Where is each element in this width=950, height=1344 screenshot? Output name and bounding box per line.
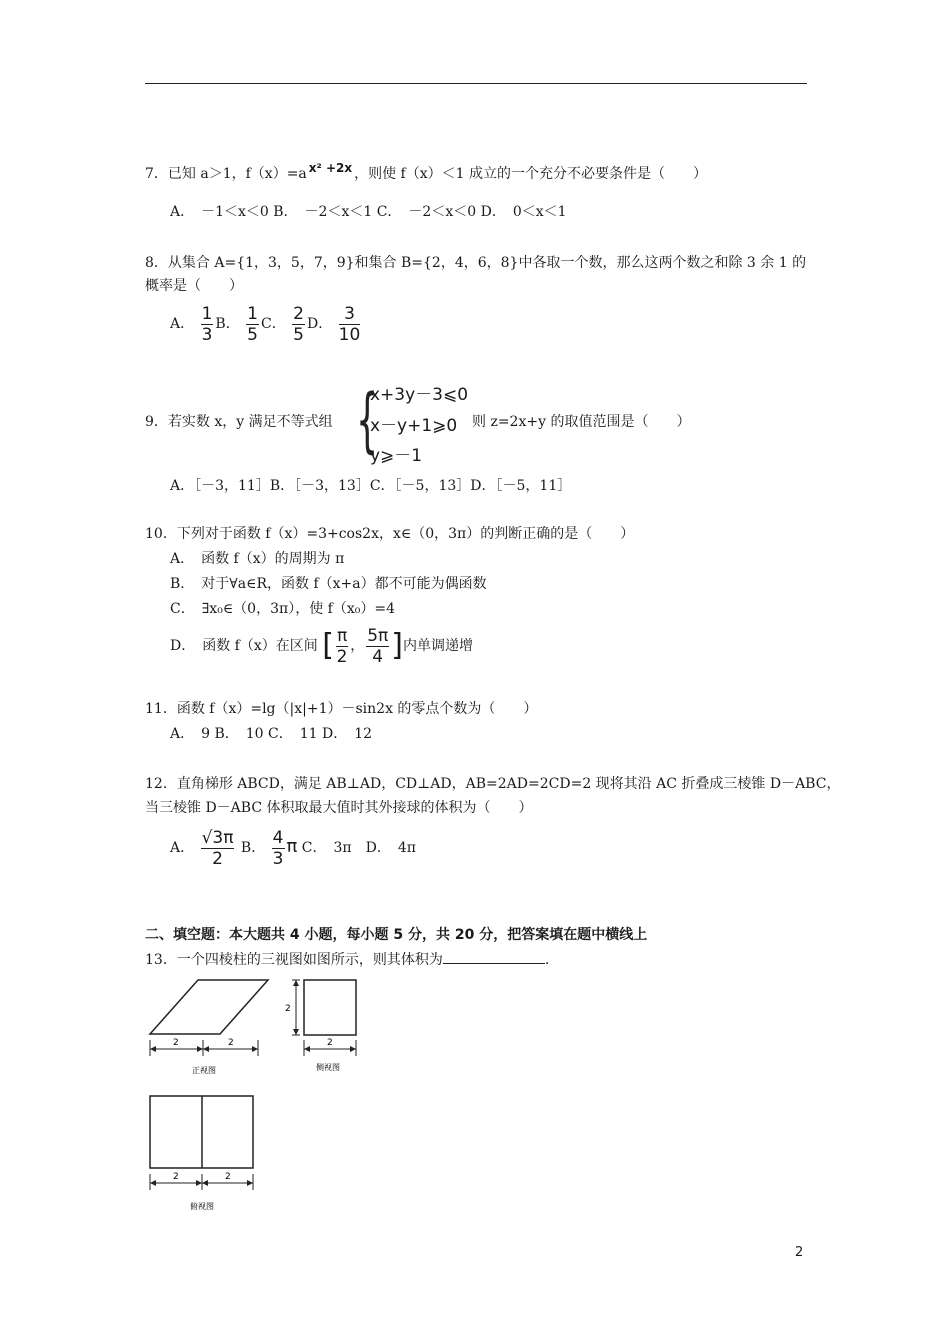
q12-option-b-pi: π (286, 836, 298, 857)
top-dim-right: 2 (225, 1172, 231, 1182)
side-dim-height: 2 (285, 1004, 291, 1014)
q8-option-b-fraction: $\frac{1}{5}$ (247, 303, 258, 345)
q10-d-fraction-1: $\frac{\pi}{2}$ (336, 625, 348, 667)
q9-inequality-2: x－y+1⩾0 (370, 416, 458, 436)
question-8-stem-line1: 8．从集合 A={1，3，5，7，9}和集合 B={2，4，6，8}中各取一个数，那么这两个数之和除 3 余 1 的 (145, 255, 807, 271)
question-10-option-c: C． ∃x₀∈（0，3π），使 f（x₀）=4 (170, 601, 395, 617)
q12-option-a-label: A． (170, 840, 195, 856)
q8-option-c-fraction: $\frac{2}{5}$ (293, 303, 304, 345)
q13-stem-text: 13．一个四棱柱的三视图如图所示，则其体积为 (145, 952, 443, 968)
front-view (150, 980, 268, 1075)
q10-option-d-pre: D． 函数 f（x）在区间 (170, 638, 318, 654)
side-dim-width: 2 (327, 1038, 333, 1048)
q9-inequality-1: x+3y－3⩽0 (370, 385, 469, 405)
three-view-figure (140, 972, 380, 1222)
question-13-stem (145, 949, 549, 970)
q12-option-b-label: B． (240, 840, 266, 856)
question-10-stem: 10．下列对于函数 f（x）=3+cos2x，x∈（0，3π）的判断正确的是（ ） (145, 526, 635, 542)
question-11-options: A． 9 B． 10 C． 11 D． 12 (170, 726, 373, 742)
front-dim-left: 2 (173, 1038, 179, 1048)
top-view-label: 俯视图 (190, 1202, 214, 1211)
top-dim-left: 2 (173, 1172, 179, 1182)
question-10-option-d: D． 函数 f（x）在区间 [ $\frac{\pi}{2}$ ， $\frac{5\pi}{4}$ ]内单调递增 (170, 625, 473, 667)
question-12-options (170, 824, 416, 871)
q8-option-d-label: D． (306, 316, 333, 332)
brace-icon: { (356, 379, 379, 461)
question-8-stem-line2: 概率是（ ） (145, 278, 243, 294)
question-9-stem-a: 9．若实数 x，y 满足不等式组 (145, 414, 333, 430)
question-12-stem-line1: 12．直角梯形 ABCD，满足 AB⊥AD，CD⊥AD，AB=2AD=2CD=2 现将其沿 AC 折叠成三棱锥 D－ABC， (145, 776, 841, 792)
left-bracket: [ (322, 628, 334, 663)
q13-tail: . (544, 952, 550, 968)
question-11-stem: 11．函数 f（x）=lg（|x|+1）－sin2x 的零点个数为（ ） (145, 701, 538, 717)
question-12-stem-line2: 当三棱锥 D－ABC 体积取最大值时其外接球的体积为（ ） (145, 800, 533, 816)
q8-option-b-label: B． (215, 316, 240, 332)
q8-option-d-fraction: $\frac{3}{10}$ (338, 303, 361, 345)
q8-option-a-fraction: $\frac{1}{3}$ (201, 303, 213, 345)
header-rule (145, 83, 807, 84)
front-dim-right: 2 (228, 1038, 234, 1048)
right-bracket: ] (391, 628, 403, 663)
q8-option-a-label: A． (170, 316, 195, 332)
q7-stem-a: 7．已知 a＞1，f（x）=a (145, 166, 307, 182)
section-2-heading: 二、填空题：本大题共 4 小题，每小题 5 分，共 20 分，把答案填在题中横线上 (145, 927, 648, 943)
question-8-options (170, 304, 362, 344)
answer-blank (443, 949, 545, 964)
front-view-label: 正视图 (192, 1066, 216, 1075)
q7-exponent: x² +2x (308, 161, 353, 175)
question-9-options: A．［－3，11］B．［－3，13］C．［－5，13］D．［－5，11］ (170, 478, 572, 494)
question-7-options: A． －1＜x＜0 B． －2＜x＜1 C． －2＜x＜0 D． 0＜x＜1 (170, 204, 567, 220)
q12-option-b-fraction: $\frac{4}{3}$ (272, 827, 284, 869)
page-number: 2 (795, 1245, 804, 1260)
question-10-option-b: B． 对于∀a∈R，函数 f（x+a）都不可能为偶函数 (170, 576, 487, 592)
top-view (150, 1096, 253, 1211)
q12-option-a-fraction: $\frac{√3\pi}{2}$ (201, 827, 234, 869)
question-7-stem (145, 161, 707, 184)
q10-option-d-post: 内单调递增 (402, 638, 473, 654)
question-9-stem-b: 则 z=2x+y 的取值范围是（ ） (472, 414, 691, 430)
q8-option-c-label: C． (260, 316, 286, 332)
q7-stem-b: ，则使 f（x）＜1 成立的一个充分不必要条件是（ ） (354, 166, 707, 182)
q12-options-rest: C． 3π D． 4π (301, 840, 416, 856)
q10-d-fraction-2: $\frac{5\pi}{4}$ (367, 625, 389, 667)
question-10-option-a: A． 函数 f（x）的周期为 π (170, 551, 345, 567)
side-view (285, 980, 356, 1072)
q9-inequality-3: y⩾－1 (370, 446, 423, 466)
side-view-label: 侧视图 (316, 1063, 340, 1072)
